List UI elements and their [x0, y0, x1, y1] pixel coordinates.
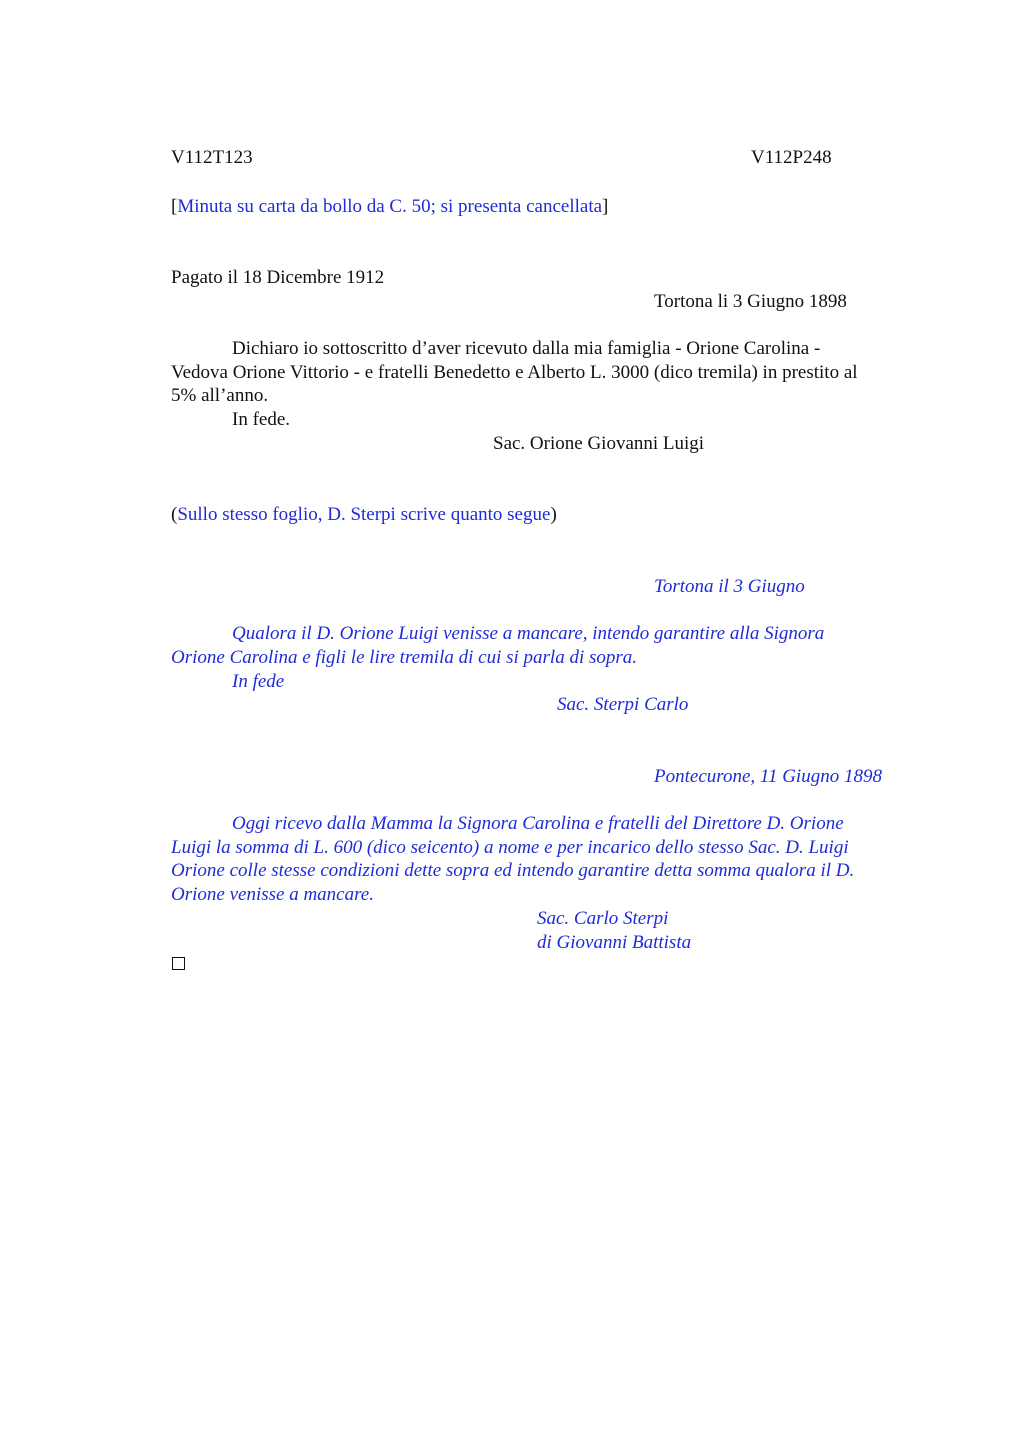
- second-receipt-line-1: Oggi ricevo dalla Mamma la Signora Carolina e fratelli del Direttore D. Orione: [232, 813, 844, 834]
- note-text: Minuta su carta da bollo da C. 50; si presenta cancellata: [177, 196, 603, 217]
- receipt-closing: In fede.: [232, 409, 291, 430]
- second-receipt-line-3: Orione colle stesse condizioni dette sopra ed intendo garantire detta somma qualora il D.: [171, 860, 855, 881]
- receipt-line-3: 5% all’anno.: [171, 385, 269, 406]
- guarantee-line-2: Orione Carolina e figli le lire tremila di cui si parla di sopra.: [171, 647, 638, 668]
- editorial-note: [171, 195, 608, 219]
- receipt-line-2: Vedova Orione Vittorio - e fratelli Benedetto e Alberto L. 3000 (dico tremila) in prestito al: [171, 362, 858, 383]
- paid-date: Pagato il 18 Dicembre 1912: [171, 267, 385, 288]
- second-receipt-line-4: Orione venisse a mancare.: [171, 884, 374, 905]
- guarantee-closing: In fede: [232, 671, 285, 692]
- second-note-paren-close: ): [550, 504, 557, 525]
- second-editorial-note: [171, 503, 557, 527]
- receipt-line-1: Dichiaro io sottoscritto d’aver ricevuto dalla mia famiglia - Orione Carolina -: [232, 338, 821, 359]
- note-bracket-open: [: [171, 196, 178, 217]
- note-bracket-close: ]: [602, 196, 609, 217]
- second-note-text: Sullo stesso foglio, D. Sterpi scrive quanto segue: [177, 504, 551, 525]
- archive-code-right: V112P248: [751, 147, 832, 168]
- archive-code-left: V112T123: [171, 147, 253, 168]
- second-receipt-place-date: Pontecurone, 11 Giugno 1898: [654, 766, 882, 787]
- guarantee-line-1: Qualora il D. Orione Luigi venisse a mancare, intendo garantire alla Signora: [232, 623, 825, 644]
- end-marker-box-icon: [172, 957, 185, 970]
- second-receipt-signature-2: di Giovanni Battista: [537, 932, 692, 953]
- second-receipt-line-2: Luigi la somma di L. 600 (dico seicento) a nome e per incarico dello stesso Sac. D. Luigi: [171, 837, 849, 858]
- second-receipt-signature-1: Sac. Carlo Sterpi: [537, 908, 669, 929]
- receipt-signature: Sac. Orione Giovanni Luigi: [493, 433, 705, 454]
- second-note-paren-open: (: [171, 504, 178, 525]
- guarantee-signature: Sac. Sterpi Carlo: [557, 694, 689, 715]
- receipt-place-date: Tortona li 3 Giugno 1898: [654, 291, 847, 312]
- guarantee-place-date: Tortona il 3 Giugno: [654, 576, 805, 597]
